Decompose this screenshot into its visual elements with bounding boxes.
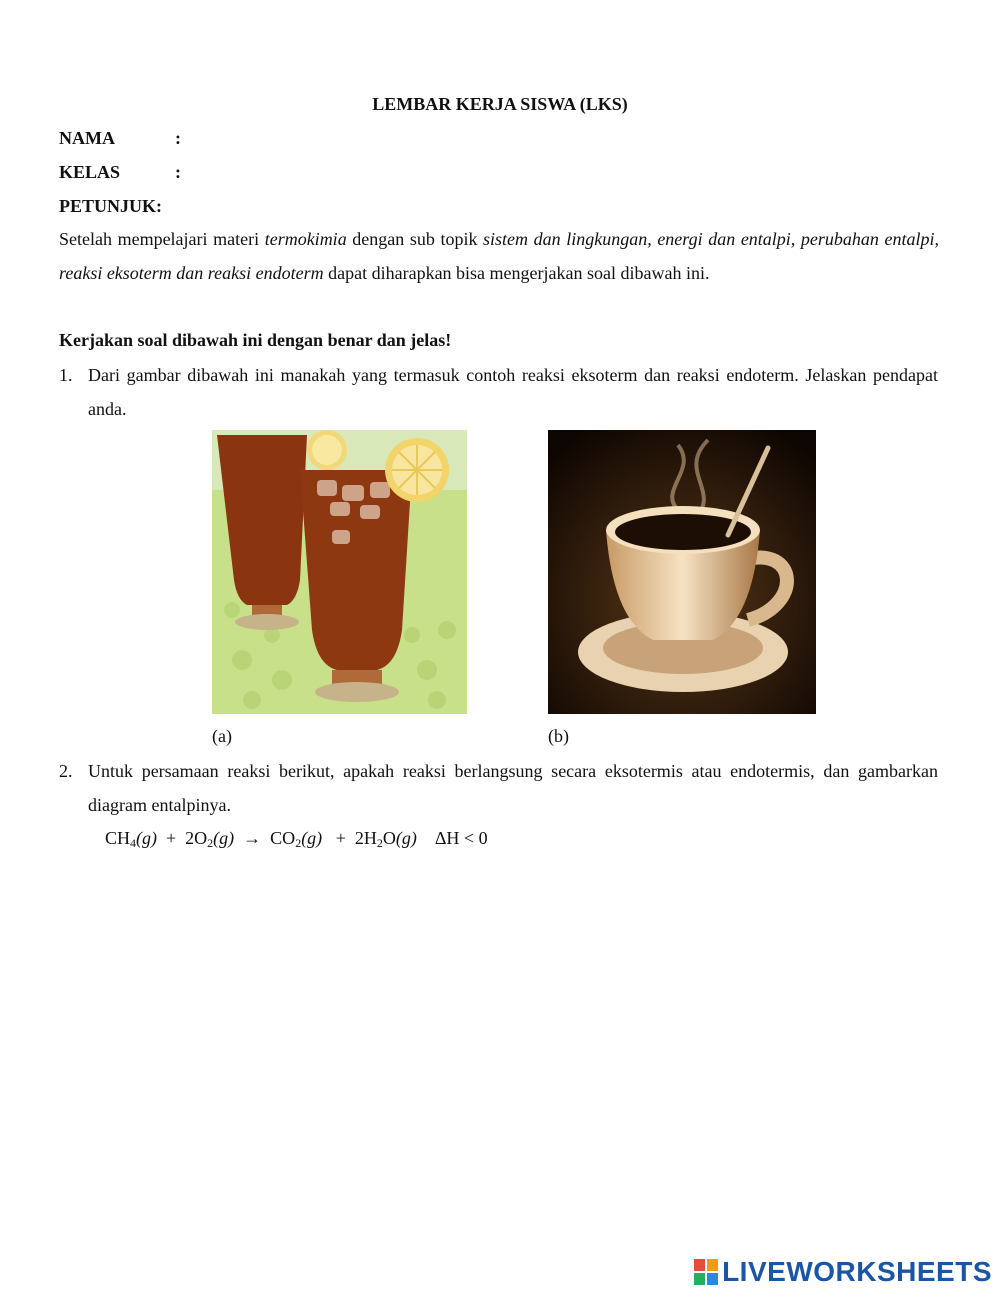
eq-state: (g) [136,828,158,848]
question-text: Untuk persamaan reaksi berikut, apakah reaksi berlangsung secara eksotermis atau endotermis, dan gambarkan diagram entalpinya. [88,761,938,815]
eq-o: O [382,828,396,848]
instr-text: dapat diharapkan bisa mengerjakan soal dibawah ini. [323,263,710,283]
eq-co: CO [270,828,296,848]
eq-plus: + [166,828,177,848]
chemical-equation [105,828,488,851]
eq-state: (g) [301,828,323,848]
instr-text: Setelah mempelajari materi [59,229,265,249]
instr-subtopics: sistem dan lingkungan, energi dan entalpi, perubahan entalpi, reaksi eksoterm dan reaksi endoterm [59,229,939,283]
question-number: 1. [59,365,73,385]
question-text: Dari gambar dibawah ini manakah yang termasuk contoh reaksi eksoterm dan reaksi endoterm. Jelaskan pendapat anda. [88,365,938,419]
iced-tea-image [212,430,467,714]
eq-arrow: → [243,828,262,848]
caption-b: (b) [548,726,569,746]
eq-plus: + [335,828,346,848]
instr-text: dengan sub topik [346,229,484,249]
kelas-colon: : [175,162,181,182]
nama-colon: : [175,128,181,148]
eq-state: (g) [213,828,235,848]
instructions-paragraph [59,222,939,290]
eq-sub: 2 [376,836,383,850]
instr-topic: termokimia [264,229,347,249]
eq-state: (g) [395,828,417,848]
nama-label: NAMA [59,128,115,148]
eq-sub: 4 [130,836,137,850]
liveworksheets-brand[interactable] [694,1256,992,1288]
task-heading: Kerjakan soal dibawah ini dengan benar dan jelas! [59,330,452,350]
worksheet-title: LEMBAR KERJA SISWA (LKS) [372,94,628,114]
kelas-label: KELAS [59,162,121,182]
caption-a: (a) [212,726,232,746]
eq-sub: 2 [295,836,302,850]
liveworksheets-logo-icon [694,1259,718,1285]
hot-coffee-image [548,430,816,714]
eq-o2: 2O [185,828,208,848]
eq-ch: CH [105,828,131,848]
eq-sub: 2 [207,836,214,850]
question-number: 2. [59,761,73,781]
eq-delta-h: ΔH [434,828,460,848]
eq-lt-zero: < 0 [463,828,488,848]
brand-name: LIVEWORKSHEETS [722,1256,992,1287]
petunjuk-label: PETUNJUK: [59,196,162,216]
eq-2h: 2H [354,828,377,848]
